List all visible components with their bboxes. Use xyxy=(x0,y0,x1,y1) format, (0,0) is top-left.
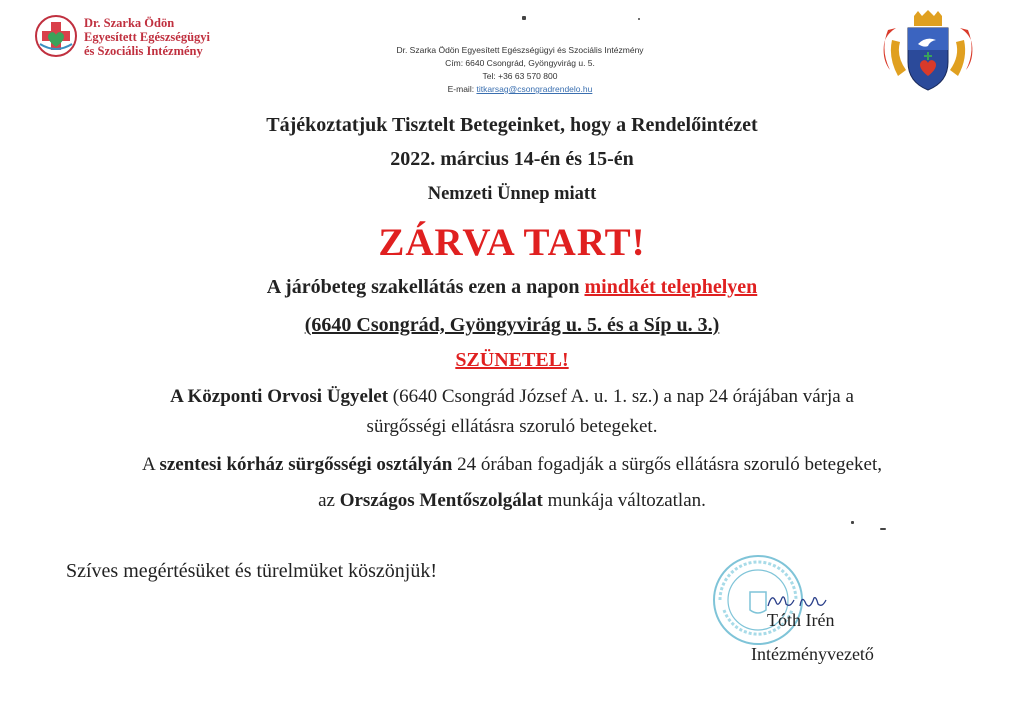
thanks-text: Szíves megértésüket és türelmüket köszönjük! xyxy=(66,560,438,582)
org-line-1: Dr. Szarka Ödön xyxy=(84,16,175,30)
info-p2-bold-1: szentesi kórház sürgősségi osztályán xyxy=(159,454,453,475)
notice-line-4-prefix: A járóbeteg szakellátás ezen a napon xyxy=(266,276,580,298)
notice-line-4-highlight: mindkét telephelyen xyxy=(584,276,758,298)
info-paragraph-1-line-1 xyxy=(0,386,1024,408)
contact-email-row xyxy=(330,83,710,96)
scan-speck xyxy=(638,18,640,20)
organization-name xyxy=(84,16,210,58)
notice-date: 2022. március 14-én és 15-én xyxy=(390,148,634,170)
contact-block xyxy=(330,44,710,96)
medical-cross-heart-logo-icon xyxy=(34,14,78,58)
notice-line-4 xyxy=(0,276,1024,299)
notice-reason: Nemzeti Ünnep miatt xyxy=(427,184,597,204)
info-paragraph-2-line-1 xyxy=(0,454,1024,476)
scan-speck xyxy=(880,528,886,530)
scan-speck xyxy=(851,521,854,524)
closed-headline: ZÁRVA TART! xyxy=(378,221,646,264)
org-line-3: és Szociális Intézmény xyxy=(84,44,203,58)
info-p2-bold-2: Országos Mentőszolgálat xyxy=(339,490,543,511)
contact-address: Cím: 6640 Csongrád, Gyöngyvirág u. 5. xyxy=(445,58,595,68)
scan-speck xyxy=(522,16,526,20)
info-p2-rest-1: 24 órában fogadják a sürgős ellátásra szoruló betegeket, xyxy=(457,454,882,475)
org-line-2: Egyesített Egészségügyi xyxy=(84,30,211,44)
info-p1-bold: A Központi Orvosi Ügyelet xyxy=(170,386,389,407)
suspended-label: SZÜNETEL! xyxy=(455,349,569,371)
contact-phone: Tel: +36 63 570 800 xyxy=(482,71,558,81)
signer-title: Intézményvezető xyxy=(751,644,874,664)
city-coat-of-arms-icon xyxy=(878,10,978,92)
info-p2-a: A xyxy=(142,454,155,475)
contact-org-name: Dr. Szarka Ödön Egyesített Egészségügyi és Szociális Intézmény xyxy=(396,45,644,55)
info-paragraph-1-line-2: sürgősségi ellátásra szoruló betegeket. xyxy=(366,416,658,437)
info-p1-rest: (6640 Csongrád József A. u. 1. sz.) a nap 24 órájában várja a xyxy=(392,386,854,407)
notice-line-1: Tájékoztatjuk Tisztelt Betegeinket, hogy a Rendelőintézet xyxy=(266,114,758,136)
notice-addresses: (6640 Csongrád, Gyöngyvirág u. 5. és a Síp u. 3.) xyxy=(304,314,720,336)
signer-name: Tóth Irén xyxy=(767,610,835,630)
info-paragraph-2-line-2 xyxy=(0,490,1024,512)
contact-email-label: E-mail: xyxy=(447,84,475,94)
info-p2-rest-2: munkája változatlan. xyxy=(547,490,706,511)
contact-email-link[interactable]: titkarsag@csongradrendelo.hu xyxy=(476,84,593,94)
info-p2-b: az xyxy=(318,490,335,511)
